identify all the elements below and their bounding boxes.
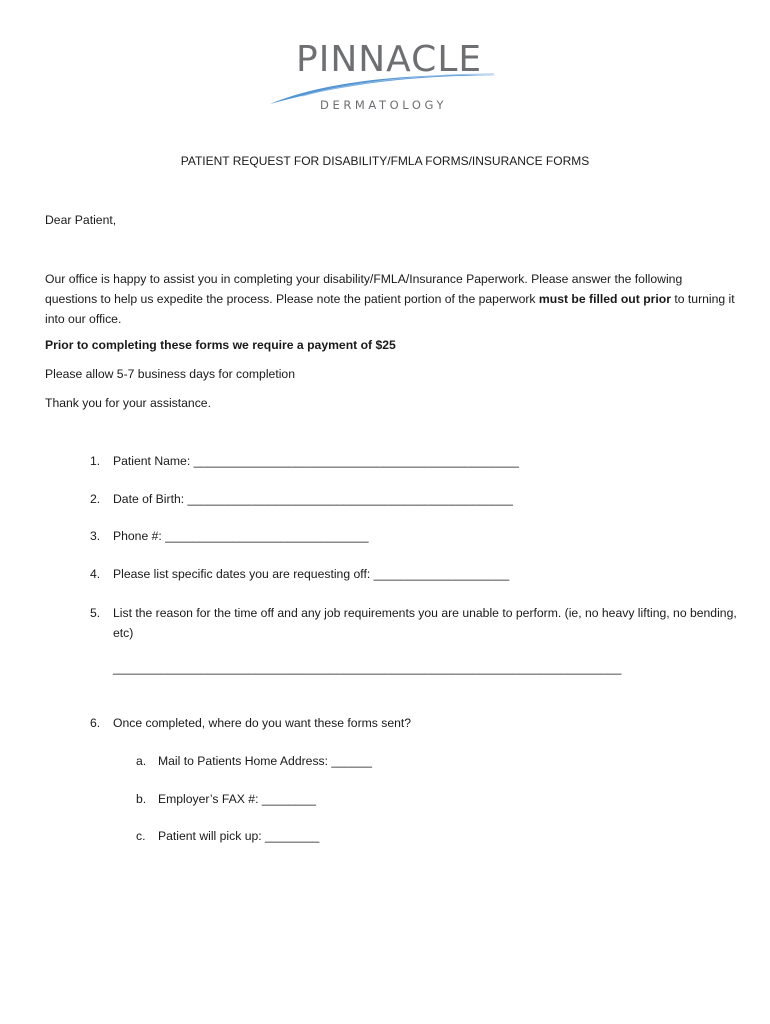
option-mail-home[interactable] — [136, 754, 372, 768]
option-letter: b. — [136, 792, 147, 806]
intro-text-end: to turning it into our office. — [45, 292, 735, 326]
question-text: Once completed, where do you want these forms sent? — [113, 716, 412, 730]
question-text: List the reason for the time off and any job requirements you are unable to perform. (ie, no heavy lifting, no bending, etc) — [113, 606, 737, 640]
intro-paragraph — [45, 269, 735, 329]
question-number: 5. — [90, 606, 101, 620]
logo-wordmark: PINNACLE — [296, 39, 483, 80]
question-text: Patient Name: ________________________________________________ — [113, 454, 519, 468]
option-text: Patient will pick up: ________ — [158, 829, 320, 843]
question-send-destination — [90, 716, 411, 730]
question-number: 4. — [90, 567, 101, 581]
option-employer-fax[interactable] — [136, 792, 316, 806]
pinnacle-dermatology-logo — [262, 38, 512, 118]
reason-answer-line[interactable]: ___________________________________________________________________________ — [113, 661, 622, 675]
logo-subtitle: DERMATOLOGY — [320, 98, 448, 112]
option-text: Mail to Patients Home Address: ______ — [158, 754, 373, 768]
question-text: Please list specific dates you are requesting off: ____________________ — [113, 567, 510, 581]
option-text: Employer’s FAX #: ________ — [158, 792, 317, 806]
question-phone[interactable] — [90, 529, 369, 543]
question-text: Phone #: ______________________________ — [113, 529, 369, 543]
question-number: 1. — [90, 454, 101, 468]
greeting: Dear Patient, — [45, 213, 117, 227]
question-number: 6. — [90, 716, 101, 730]
question-dates-off[interactable] — [90, 567, 509, 581]
payment-note: Prior to completing these forms we require a payment of $25 — [45, 338, 396, 352]
question-text: Date of Birth: ________________________________________________ — [113, 492, 513, 506]
intro-text-bold: must be filled out prior — [538, 292, 671, 306]
option-letter: a. — [136, 754, 147, 768]
option-pick-up[interactable] — [136, 829, 319, 843]
question-number: 2. — [90, 492, 101, 506]
document-title: PATIENT REQUEST FOR DISABILITY/FMLA FORMS/INSURANCE FORMS — [180, 154, 590, 168]
timeframe-note: Please allow 5-7 business days for completion — [45, 367, 295, 381]
question-patient-name[interactable] — [90, 454, 519, 468]
option-letter: c. — [136, 829, 146, 843]
intro-text-start: Our office is happy to assist you in completing your disability/FMLA/Insurance Paperwork. Please answer the following questions to help us expedite the process. Please note the patient portion of the paperwork — [45, 272, 683, 306]
question-number: 3. — [90, 529, 101, 543]
question-date-of-birth[interactable] — [90, 492, 513, 506]
thanks-note: Thank you for your assistance. — [45, 396, 211, 410]
question-reason — [90, 603, 740, 643]
